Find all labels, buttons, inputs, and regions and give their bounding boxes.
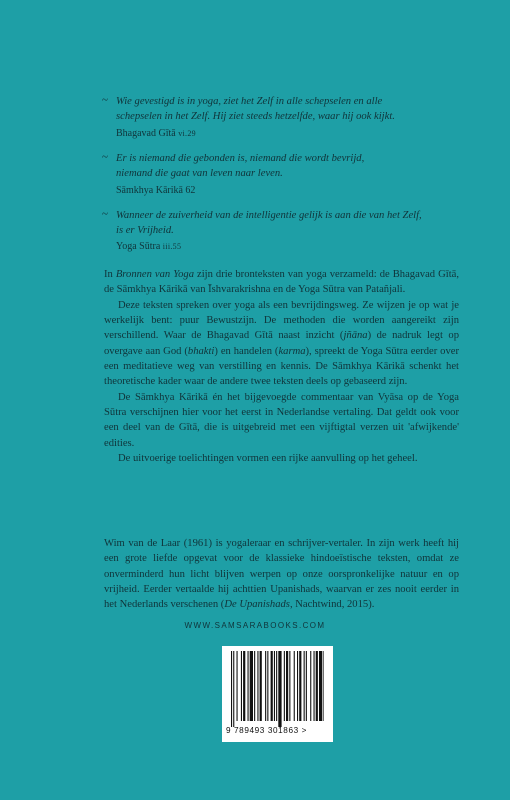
barcode-bar (276, 651, 277, 721)
quote-samkhya (102, 150, 456, 198)
barcode-bar (319, 651, 322, 721)
barcode-bar (248, 651, 249, 721)
barcode-bar (314, 651, 315, 721)
tilde-icon: ~ (102, 94, 108, 106)
barcode-bar (289, 651, 290, 721)
term-karma: karma (278, 345, 306, 357)
paragraph-methods (104, 298, 459, 390)
text-run: ), spreekt de Yoga Sūtra eerder over een meditatieve weg van verstilling en kennis. De Sāmkhya Kārikā schenkt het theoretische kader waar de andere twee teksten deels op gebaseerd zijn. (104, 345, 459, 388)
barcode-bar (294, 651, 295, 721)
tilde-icon: ~ (102, 207, 108, 220)
barcode-bar (257, 651, 258, 721)
text-run: In (104, 269, 116, 280)
source-name: Sāmkhya Kārikā 62 (116, 184, 196, 196)
quote-text (116, 151, 456, 182)
term-bhakti: bhakti (187, 345, 215, 357)
barcode-bars-icon (231, 651, 324, 727)
quote-text (116, 208, 456, 239)
quote-line: Er is niemand die gebonden is, niemand die wordt bevrijd, (116, 152, 365, 164)
book-title: De Upanishads (224, 599, 290, 611)
barcode-bar (278, 651, 281, 727)
text-run: ) en handelen ( (214, 345, 279, 357)
barcode-bar (271, 651, 273, 721)
quote-line: is er Vrijheid. (116, 225, 174, 237)
publisher-website[interactable]: WWW.SAMSARABOOKS.COM (184, 621, 326, 630)
quote-source (116, 183, 456, 198)
barcode-bar (274, 651, 275, 721)
source-ref: iii.55 (162, 242, 182, 252)
barcode-bar (241, 651, 242, 721)
paragraph-intro (104, 267, 459, 298)
barcode-bar (231, 651, 232, 727)
quote-line: schepselen in het Zelf. Hij ziet steeds hetzelfde, waar hij ook kijkt. (116, 111, 395, 123)
quote-source (116, 239, 456, 254)
text-run: Wim van de Laar (1961) is yogaleraar en schrijver-vertaler. In zijn werk heeft hij een grote liefde opgevat voor de klassieke hindoeïstische teksten, omdat ze onverminderd hun licht blijven werpen op onze oorspronkelijke natuur en op vrijheid. Eerder vertaalde hij achttien Upanishads, waarvan er zes nooit eerder in het Nederlands verschenen ( (104, 538, 459, 611)
barcode-bar (304, 651, 305, 721)
barcode-bar (237, 651, 238, 721)
quote-source (116, 126, 456, 141)
author-bio (104, 536, 459, 613)
barcode-bar (323, 651, 324, 721)
quote-yoga-sutra (102, 207, 456, 255)
barcode-bar (306, 651, 307, 721)
quotes-block (102, 94, 456, 264)
text-run: , Nachtwind, 2015). (289, 599, 375, 611)
barcode-bar (254, 651, 255, 721)
source-ref: vi.29 (178, 128, 196, 138)
quote-line: niemand die gaat van leven naar leven. (116, 168, 283, 180)
barcode-bar (267, 651, 268, 721)
barcode-bar (265, 651, 266, 721)
text-run: zijn drie bronteksten van yoga verzameld: de Bhagavad Gītā, de Sāmkhya Kārikā van Īshvarakrishna en de Yoga Sūtra van Patañjali. (104, 269, 459, 296)
book-title: Bronnen van Yoga (115, 269, 195, 280)
bio-paragraph (104, 536, 459, 613)
barcode-bar (316, 651, 318, 721)
barcode-bar (250, 651, 253, 721)
text-run: Deze teksten spreken over yoga als een bevrijdingsweg. Ze wijzen je op wat je werkelijk bent: puur Bewustzijn. De methoden die worden aangereikt zijn verschillend. Waar de Bhagavad Gītā naast inzicht ( (104, 299, 459, 342)
source-name: Bhagavad Gītā (116, 127, 179, 139)
barcode-bar (299, 651, 301, 721)
paragraph-translation: De Sāmkhya Kārikā én het bijgevoegde commentaar van Vyāsa op de Yoga Sūtra verschijnen hier voor het eerst in Nederlandse vertaling. Dat geldt ook voor een deel van de Gītā, die is uitgebreid met een vijftigtal verzen uit 'afwijkende' edities. (104, 391, 459, 449)
barcode (222, 646, 333, 742)
paragraph-notes: De uitvoerige toelichtingen vormen een rijke aanvulling op het geheel. (118, 453, 418, 465)
barcode-bar (284, 651, 285, 721)
term-jnana: jñāna (343, 330, 368, 342)
quote-line: Wanneer de zuiverheid van de intelligentie gelijk is aan die van het Zelf, (116, 209, 422, 221)
barcode-bar (260, 651, 262, 721)
quote-text (116, 94, 456, 125)
quote-gita (102, 94, 456, 141)
tilde-icon: ~ (102, 150, 108, 163)
barcode-bar (310, 651, 311, 721)
quote-line: Wie gevestigd is in yoga, ziet het Zelf in alle schepselen en alle (116, 96, 383, 107)
barcode-bar (286, 651, 288, 721)
text-run: ) de nadruk legt op overgave aan God ( (104, 330, 459, 357)
barcode-number: 9 789493 301863 > (226, 726, 308, 735)
barcode-bar (297, 651, 298, 721)
description-text (104, 267, 459, 466)
source-name: Yoga Sūtra (116, 241, 163, 253)
barcode-bar (243, 651, 245, 721)
barcode-bar (233, 651, 234, 727)
